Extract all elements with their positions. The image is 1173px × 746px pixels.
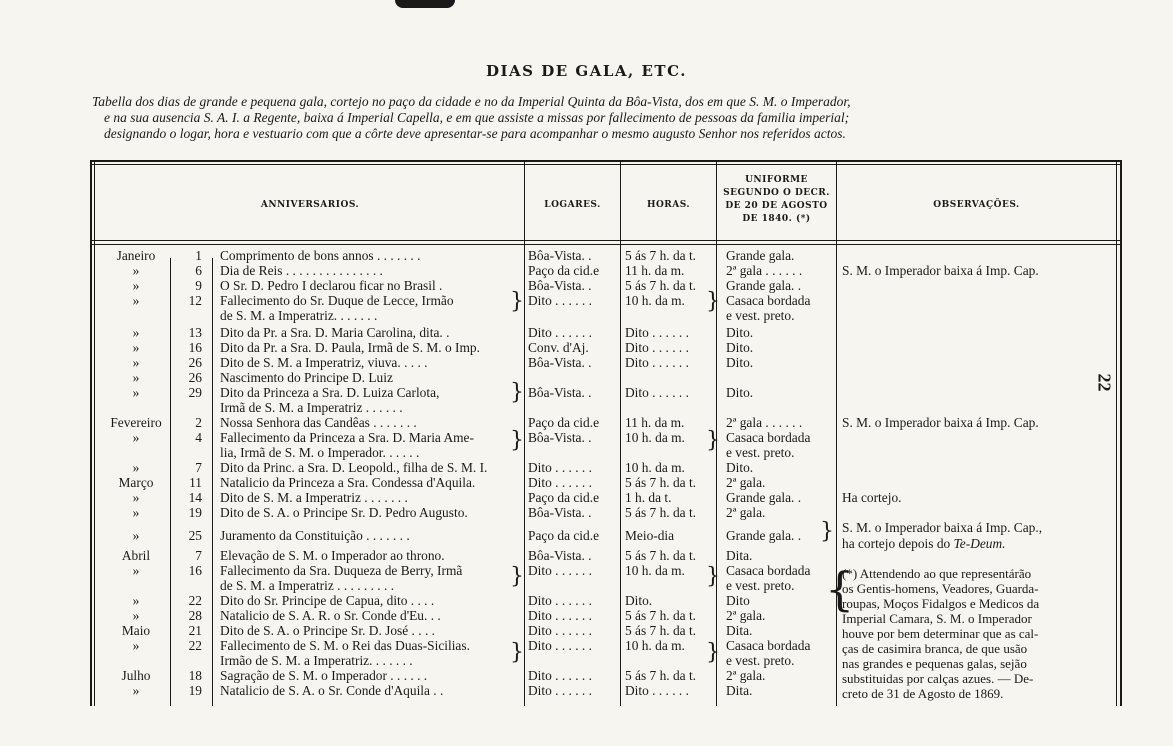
row-anniversary: Nossa Senhora das Candêas . . . . . . . — [220, 415, 417, 430]
header-observacoes: OBSERVAÇÕES. — [933, 200, 1020, 210]
row-month: » — [132, 563, 140, 578]
row-place: Dito . . . . . . — [528, 475, 592, 490]
row-day: 19 — [188, 505, 202, 520]
row-hour: 5 ás 7 h. da t. — [625, 668, 697, 683]
row-uniform: 2ª gala. — [726, 668, 766, 683]
header-logares: LOGARES. — [544, 200, 601, 210]
row-day: 11 — [189, 475, 202, 490]
row-place: Bôa-Vista. . — [528, 430, 592, 445]
table-row — [90, 340, 1122, 355]
table-row — [90, 415, 1122, 430]
row-hour: Dito . . . . . . — [625, 683, 689, 698]
row-day: 13 — [188, 325, 202, 340]
row-day: 9 — [195, 278, 202, 293]
table-row — [90, 400, 1122, 415]
intro-line: designando o logar, hora e vestuario com que a côrte deve apresentar-se para acompanhar o mesmo augusto Senhor nos referidos actos. — [104, 126, 846, 141]
row-day: 18 — [188, 668, 202, 683]
row-day: 16 — [188, 563, 202, 578]
row-hour: 10 h. da m. — [625, 460, 685, 475]
row-uniform: Casaca bordada — [726, 293, 811, 308]
row-day: 19 — [188, 683, 202, 698]
row-day: 16 — [188, 340, 202, 355]
row-month: » — [132, 490, 140, 505]
row-uniform: Dito. — [726, 385, 754, 400]
row-anniversary: Irmão de S. M. a Imperatriz. . . . . . . — [220, 653, 413, 668]
table-row — [90, 370, 1122, 385]
row-anniversary: Dia de Reis . . . . . . . . . . . . . . . — [220, 263, 383, 278]
brace-mark: } — [510, 289, 524, 314]
row-hour: 5 ás 7 h. da t. — [625, 248, 697, 263]
table-row — [90, 293, 1122, 308]
row-day: 21 — [188, 623, 202, 638]
row-uniform: Dito. — [726, 460, 754, 475]
brace-mark: } — [820, 519, 834, 544]
row-hour: Dito . . . . . . — [625, 325, 689, 340]
row-place: Dito . . . . . . — [528, 623, 592, 638]
row-day: 26 — [188, 370, 202, 385]
row-month: Maio — [121, 623, 151, 638]
row-day: 25 — [188, 528, 202, 543]
row-place: Bôa-Vista. . — [528, 248, 592, 263]
row-month: Julho — [121, 668, 151, 683]
table-row — [90, 475, 1122, 490]
row-anniversary: Natalicio de S. A. o Sr. Conde d'Aquila . . — [220, 683, 444, 698]
row-hour: 11 h. da m. — [625, 263, 685, 278]
header-uniforme: UNIFORME SEGUNDO O DECR. DE 20 DE AGOSTO DE 1840. (*) — [723, 175, 830, 224]
brace-mark: } — [510, 640, 524, 665]
brace-mark: } — [706, 428, 720, 453]
row-month: » — [132, 385, 140, 400]
row-anniversary: Irmã de S. M. a Imperatriz . . . . . . — [220, 400, 403, 415]
table-row — [90, 445, 1122, 460]
row-month: Março — [118, 475, 154, 490]
row-day: 22 — [188, 593, 202, 608]
row-uniform: 2ª gala . . . . . . — [726, 263, 803, 278]
row-place: Dito . . . . . . — [528, 593, 592, 608]
table-row — [90, 490, 1122, 505]
row-anniversary: Dito da Pr. a Sra. D. Paula, Irmã de S. M. o Imp. — [220, 340, 480, 355]
row-uniform: Dito. — [726, 355, 754, 370]
row-month: Abril — [121, 548, 151, 563]
row-place: Dito . . . . . . — [528, 638, 592, 653]
row-uniform: Grande gala. . — [726, 490, 802, 505]
row-hour: 5 ás 7 h. da t. — [625, 278, 697, 293]
ink-smudge — [395, 0, 455, 8]
row-uniform: Dita. — [726, 623, 753, 638]
row-uniform: 2ª gala. — [726, 475, 766, 490]
row-observation: Ha cortejo. — [842, 490, 902, 505]
row-place: Dito . . . . . . — [528, 683, 592, 698]
row-day: 7 — [195, 548, 202, 563]
row-hour: 5 ás 7 h. da t. — [625, 623, 697, 638]
row-month: » — [132, 460, 140, 475]
brace-mark: } — [510, 380, 524, 405]
row-day: 12 — [188, 293, 202, 308]
row-anniversary: O Sr. D. Pedro I declarou ficar no Brasil . — [220, 278, 443, 293]
row-hour: Dito . . . . . . — [625, 385, 689, 400]
row-month: » — [132, 355, 140, 370]
row-uniform: Dita. — [726, 683, 753, 698]
row-place: Conv. d'Aj. — [528, 340, 589, 355]
table-row — [90, 278, 1122, 293]
table-row — [90, 385, 1122, 400]
row-anniversary: de S. M. a Imperatriz. . . . . . . — [220, 308, 378, 323]
row-place: Dito . . . . . . — [528, 608, 592, 623]
table-row — [90, 325, 1122, 340]
row-uniform: e vest. preto. — [726, 578, 795, 593]
row-observation: S. M. o Imperador baixa á Imp. Cap. — [842, 415, 1039, 430]
row-anniversary: Dito do Sr. Principe de Capua, dito . . . . — [220, 593, 435, 608]
intro-line: Tabella dos dias de grande e pequena gala, cortejo no paço da cidade e no da Imperial Quinta da Bôa-Vista, dos em que S. M. o Imperador, — [92, 94, 851, 109]
row-anniversary: Dito da Princ. a Sra. D. Leopold., filha de S. M. I. — [220, 460, 488, 475]
row-uniform: Dito — [726, 593, 750, 608]
row-hour: 10 h. da m. — [625, 293, 685, 308]
row-anniversary: lia, Irmã de S. M. o Imperador. . . . . . — [220, 445, 420, 460]
row-uniform: Casaca bordada — [726, 638, 811, 653]
row-anniversary: Sagração de S. M. o Imperador . . . . . . — [220, 668, 428, 683]
row-hour: 5 ás 7 h. da t. — [625, 548, 697, 563]
row-place: Paço da cid.e — [528, 528, 600, 543]
row-place: Dito . . . . . . — [528, 460, 592, 475]
row-hour: 5 ás 7 h. da t. — [625, 505, 697, 520]
row-uniform: 2ª gala. — [726, 505, 766, 520]
row-month: Fevereiro — [110, 415, 162, 430]
row-month: » — [132, 430, 140, 445]
row-month: » — [132, 608, 140, 623]
row-anniversary: Fallecimento da Sra. Duqueza de Berry, Irmã — [220, 563, 463, 578]
row-hour: Dito . . . . . . — [625, 340, 689, 355]
table-row — [90, 263, 1122, 278]
row-month: » — [132, 370, 140, 385]
row-uniform: Casaca bordada — [726, 563, 811, 578]
row-month: » — [132, 528, 140, 543]
row-uniform: Dito. — [726, 325, 754, 340]
row-observation: S. M. o Imperador baixa á Imp. Cap. — [842, 263, 1039, 278]
table-row — [90, 460, 1122, 475]
row-anniversary: Dito da Princeza a Sra. D. Luiza Carlota, — [220, 385, 440, 400]
row-place: Paço da cid.e — [528, 490, 600, 505]
row-place: Bôa-Vista. . — [528, 385, 592, 400]
row-day: 26 — [188, 355, 202, 370]
row-anniversary: Dito de S. A. o Principe Sr. D. Pedro Augusto. — [220, 505, 468, 520]
row-uniform: e vest. preto. — [726, 653, 795, 668]
row-day: 28 — [188, 608, 202, 623]
row-hour: 10 h. da m. — [625, 563, 685, 578]
row-anniversary: Juramento da Constituição . . . . . . . — [220, 528, 410, 543]
row-day: 22 — [188, 638, 202, 653]
row-uniform: Grande gala. . — [726, 528, 802, 543]
page-title: DIAS DE GALA, ETC. — [486, 62, 687, 80]
row-month: » — [132, 278, 140, 293]
row-day: 14 — [188, 490, 202, 505]
row-place: Bôa-Vista. . — [528, 505, 592, 520]
row-place: Dito . . . . . . — [528, 293, 592, 308]
intro-line: e na sua ausencia S. A. I. a Regente, baixa á Imperial Capella, e em que assiste a missas por fallecimento de pessoas da familia imperial; — [104, 110, 850, 125]
obs-note: (*) Attendendo ao que representárão os Gentis-homens, Veadores, Guarda- roupas, Moços Fidalgos e Medicos da Imperial Camara, S. M. o Imperador houve por bem determinar que as cal- ças de casimira branca, de que usão nas grandes e pequenas galas, sejão substituidas por calças azues. — De- creto de 31 de Agosto de 1869. — [842, 566, 1040, 701]
row-hour: Dito . . . . . . — [625, 355, 689, 370]
table-row — [90, 308, 1122, 323]
row-hour: 5 ás 7 h. da t. — [625, 475, 697, 490]
row-anniversary: Natalicio da Princeza a Sra. Condessa d'Aquila. — [220, 475, 476, 490]
row-uniform: Dita. — [726, 548, 753, 563]
row-month: » — [132, 638, 140, 653]
row-month: » — [132, 683, 140, 698]
row-day: 6 — [195, 263, 202, 278]
row-month: » — [132, 263, 140, 278]
row-uniform: Grande gala. — [726, 248, 795, 263]
row-anniversary: Fallecimento de S. M. o Rei das Duas-Sicilias. — [220, 638, 470, 653]
row-anniversary: Dito de S. M. a Imperatriz . . . . . . . — [220, 490, 408, 505]
row-place: Dito . . . . . . — [528, 563, 592, 578]
page-number: 22 — [1094, 373, 1115, 392]
row-anniversary: de S. M. a Imperatriz . . . . . . . . . — [220, 578, 395, 593]
row-uniform: Dito. — [726, 340, 754, 355]
row-hour: 11 h. da m. — [625, 415, 685, 430]
row-day: 4 — [195, 430, 202, 445]
row-uniform: Casaca bordada — [726, 430, 811, 445]
intro-paragraph — [92, 94, 1132, 142]
row-anniversary: Natalicio de S. A. R. o Sr. Conde d'Eu. . . — [220, 608, 441, 623]
table-row — [90, 430, 1122, 445]
row-hour: Meio-dia — [625, 528, 675, 543]
brace-mark: } — [706, 640, 720, 665]
row-uniform: 2ª gala. — [726, 608, 766, 623]
row-place: Bôa-Vista. . — [528, 355, 592, 370]
table-row — [90, 248, 1122, 263]
row-uniform: e vest. preto. — [726, 445, 795, 460]
row-uniform: Grande gala. . — [726, 278, 802, 293]
row-place: Dito . . . . . . — [528, 668, 592, 683]
brace-mark: } — [706, 289, 720, 314]
row-anniversary: Fallecimento da Princeza a Sra. D. Maria Ame- — [220, 430, 474, 445]
row-hour: 5 ás 7 h. da t. — [625, 608, 697, 623]
row-day: 1 — [195, 248, 202, 263]
row-hour: 1 h. da t. — [625, 490, 672, 505]
row-anniversary: Dito de S. M. a Imperatriz, viuva. . . . . — [220, 355, 428, 370]
brace-mark: } — [510, 564, 524, 589]
row-place: Paço da cid.e — [528, 263, 600, 278]
row-place: Paço da cid.e — [528, 415, 600, 430]
row-month: » — [132, 593, 140, 608]
row-hour: 10 h. da m. — [625, 638, 685, 653]
table-row — [90, 355, 1122, 370]
brace-mark: } — [510, 428, 524, 453]
row-anniversary: Dito da Pr. a Sra. D. Maria Carolina, dita. . — [220, 325, 450, 340]
brace-mark: } — [706, 564, 720, 589]
row-anniversary: Nascimento do Principe D. Luiz — [220, 370, 393, 385]
row-anniversary: Elevação de S. M. o Imperador ao throno. — [220, 548, 445, 563]
header-horas: HORAS. — [646, 200, 691, 210]
table-row — [90, 505, 1122, 520]
obs-constituicao: S. M. o Imperador baixa á Imp. Cap., ha cortejo depois do Te-Deum. — [842, 520, 1043, 551]
row-month: » — [132, 340, 140, 355]
row-hour: 10 h. da m. — [625, 430, 685, 445]
row-day: 29 — [188, 385, 202, 400]
row-place: Bôa-Vista. . — [528, 278, 592, 293]
header-anniversarios: ANNIVERSARIOS. — [260, 200, 360, 210]
row-month: Janeiro — [116, 248, 156, 263]
row-day: 7 — [195, 460, 202, 475]
row-place: Dito . . . . . . — [528, 325, 592, 340]
row-uniform: 2ª gala . . . . . . — [726, 415, 803, 430]
row-day: 2 — [195, 415, 202, 430]
row-anniversary: Fallecimento do Sr. Duque de Lecce, Irmão — [220, 293, 454, 308]
row-anniversary: Comprimento de bons annos . . . . . . . — [220, 248, 421, 263]
row-uniform: e vest. preto. — [726, 308, 795, 323]
row-month: » — [132, 325, 140, 340]
row-month: » — [132, 293, 140, 308]
row-hour: Dito. — [625, 593, 653, 608]
row-place: Bôa-Vista. . — [528, 548, 592, 563]
row-month: » — [132, 505, 140, 520]
brace-mark: { — [825, 562, 855, 616]
row-anniversary: Dito de S. A. o Principe Sr. D. José . . . . — [220, 623, 435, 638]
